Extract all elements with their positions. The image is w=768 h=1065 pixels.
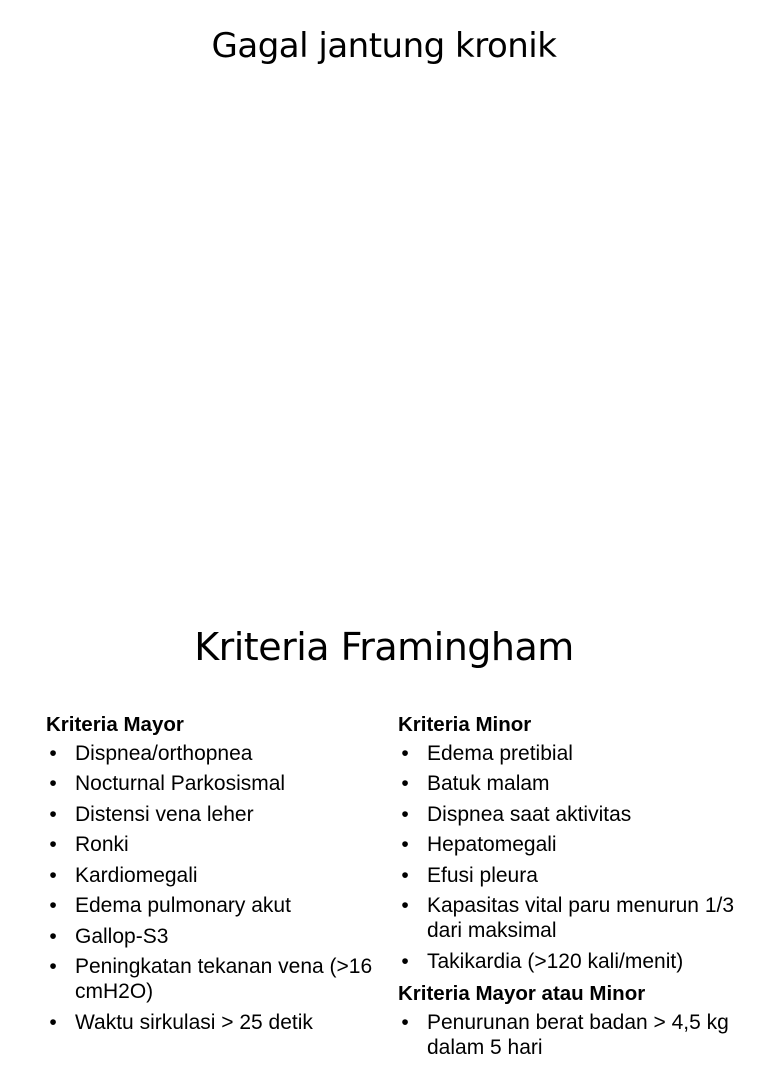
bullet-icon: • [401, 772, 409, 795]
list-item [46, 893, 376, 918]
list-item [46, 832, 376, 857]
list-item [46, 954, 376, 1004]
list-item [46, 802, 376, 827]
list-item-text: Gallop-S3 [75, 924, 169, 948]
list-item-text: Nocturnal Parkosismal [75, 772, 286, 795]
list-item-text: Edema pretibial [427, 741, 573, 765]
list-item-text: Kardiomegali [75, 863, 198, 887]
list-item [398, 832, 758, 857]
bullet-icon: • [401, 833, 409, 856]
bullet-icon: • [49, 1010, 57, 1034]
slide-1-title: Gagal jantung kronik [211, 26, 557, 66]
minor-criteria-heading: Kriteria Minor [398, 713, 532, 736]
list-item-text: Peningkatan tekanan vena (>16 cmH2O) [75, 955, 373, 1003]
list-item [398, 863, 758, 888]
major-or-minor-criteria-list [398, 1010, 758, 1060]
list-item-text: Kapasitas vital paru menurun 1/3 dari maksimal [427, 894, 735, 942]
bullet-icon: • [401, 894, 409, 917]
bullet-icon: • [49, 955, 57, 978]
list-item-text: Ronki [75, 833, 129, 856]
list-item-text: Hepatomegali [427, 833, 557, 856]
bullet-icon: • [401, 802, 409, 826]
list-item [398, 949, 758, 974]
list-item [398, 893, 758, 943]
list-item [398, 771, 758, 796]
bullet-icon: • [49, 924, 57, 948]
major-criteria-heading: Kriteria Mayor [46, 713, 184, 736]
list-item [46, 1010, 376, 1035]
list-item [398, 741, 758, 766]
list-item-text: Waktu sirkulasi > 25 detik [75, 1010, 313, 1034]
slide-2-title: Kriteria Framingham [194, 625, 574, 669]
bullet-icon: • [401, 863, 409, 887]
minor-criteria-column [398, 710, 758, 1065]
bullet-icon: • [49, 741, 57, 765]
list-item-text: Batuk malam [427, 772, 550, 795]
minor-criteria-list [398, 741, 758, 974]
bullet-icon: • [49, 894, 57, 917]
bullet-icon: • [49, 802, 57, 826]
bullet-icon: • [49, 772, 57, 795]
bullet-icon: • [49, 863, 57, 887]
list-item [46, 741, 376, 766]
list-item [46, 863, 376, 888]
list-item-text: Penurunan berat badan > 4,5 kg dalam 5 hari [427, 1010, 729, 1059]
bullet-icon: • [49, 833, 57, 856]
list-item-text: Edema pulmonary akut [75, 894, 291, 917]
list-item [398, 1010, 758, 1060]
list-item-text: Takikardia (>120 kali/menit) [427, 949, 684, 973]
list-item-text: Dispnea saat aktivitas [427, 802, 632, 826]
bullet-icon: • [401, 741, 409, 765]
list-item [46, 924, 376, 949]
major-or-minor-criteria-heading: Kriteria Mayor atau Minor [398, 982, 646, 1005]
list-item-text: Dispnea/orthopnea [75, 741, 253, 765]
list-item-text: Efusi pleura [427, 863, 538, 887]
bullet-icon: • [401, 949, 409, 973]
list-item-text: Distensi vena leher [75, 802, 254, 826]
bullet-icon: • [401, 1010, 409, 1034]
list-item [46, 771, 376, 796]
major-criteria-column [46, 710, 376, 1040]
major-criteria-list [46, 741, 376, 1035]
list-item [398, 802, 758, 827]
